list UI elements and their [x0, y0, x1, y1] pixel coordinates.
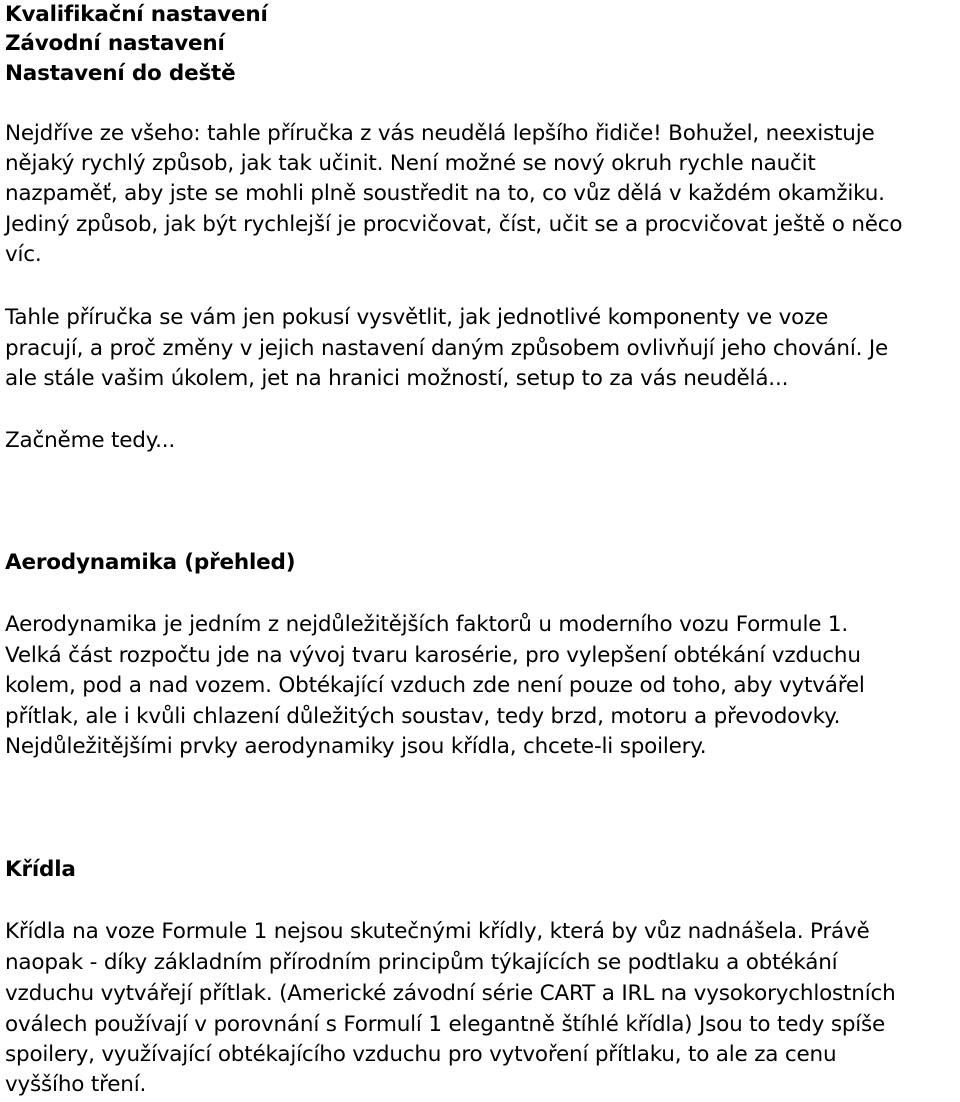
paragraph-line: víc. — [5, 242, 42, 267]
paragraph-line: Jediný způsob, jak být rychlejší je procvičovat, číst, učit se a procvičovat ještě o něco — [5, 212, 903, 237]
paragraph-line: kolem, pod a nad vozem. Obtékající vzduch zde není pouze od toho, aby vytvářel — [5, 673, 865, 698]
paragraph-line: Nejdůležitějšími prvky aerodynamiky jsou křídla, chcete-li spoilery. — [5, 734, 707, 759]
paragraph-line: Aerodynamika je jedním z nejdůležitějších faktorů u moderního vozu Formule 1. — [5, 612, 849, 637]
paragraph-line: vzduchu vytvářejí přítlak. (Americké závodní série CART a IRL na vysokorychlostních — [5, 981, 896, 1006]
paragraph-line: Křídla na voze Formule 1 nejsou skutečnými křídly, která by vůz nadnášela. Právě — [5, 919, 870, 944]
paragraph-line: nějaký rychlý způsob, jak tak učinit. Není možné se nový okruh rychle naučit — [5, 151, 816, 176]
paragraph-line: naopak - díky základním přírodním principům týkajících se podtlaku a obtékání — [5, 950, 838, 975]
paragraph-line: Nejdříve ze všeho: tahle příručka z vás neudělá lepšího řidiče! Bohužel, neexistuje — [5, 121, 875, 146]
section-heading: Křídla — [5, 857, 76, 882]
paragraph-line: Velká část rozpočtu jde na vývoj tvaru karosérie, pro vylepšení obtékání vzduchu — [5, 643, 861, 668]
paragraph-line: nazpaměť, aby jste se mohli plně soustředit na to, co vůz dělá v každém okamžiku. — [5, 181, 885, 206]
paragraph-line: vyššího tření. — [5, 1072, 147, 1097]
paragraph-line: pracují, a proč změny v jejich nastavení daným způsobem ovlivňují jeho chování. Je — [5, 336, 889, 361]
nav-link-qualifying-setup[interactable]: Kvalifikační nastavení — [5, 2, 268, 27]
paragraph-line: přítlak, ale i kvůli chlazení důležitých soustav, tedy brzd, motoru a převodovky. — [5, 704, 841, 729]
paragraph-line: oválech používají v porovnání s Formulí 1 elegantně štíhlé křídla) Jsou to tedy spíše — [5, 1012, 886, 1037]
section-heading: Aerodynamika (přehled) — [5, 550, 296, 575]
paragraph-line: Tahle příručka se vám jen pokusí vysvětlit, jak jednotlivé komponenty ve voze — [5, 305, 829, 330]
intro-paragraph-3: Začněme tedy... — [5, 428, 176, 453]
nav-link-rain-setup[interactable]: Nastavení do deště — [5, 61, 236, 86]
nav-link-race-setup[interactable]: Závodní nastavení — [5, 31, 225, 56]
paragraph-line: spoilery, využívající obtékajícího vzduchu pro vytvoření přítlaku, to ale za cenu — [5, 1042, 837, 1067]
paragraph-line: ale stále vašim úkolem, jet na hranici možností, setup to za vás neudělá... — [5, 366, 789, 391]
